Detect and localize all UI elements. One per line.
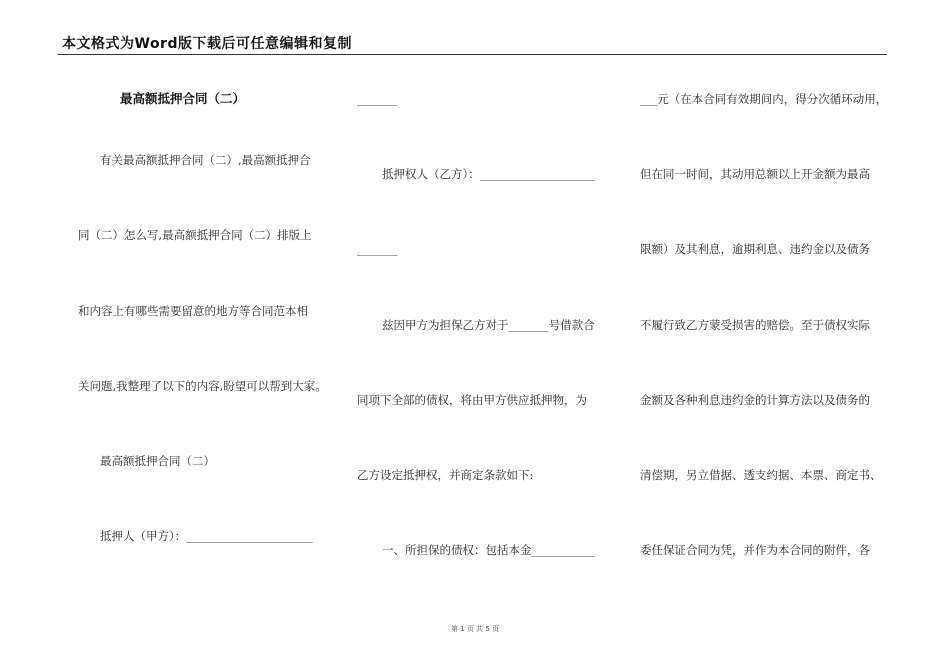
text-line: 限额）及其利息，逾期利息、违约金以及债务 xyxy=(640,242,870,256)
text-line: 一、所担保的债权：包括本金___________ xyxy=(382,543,595,557)
section-heading: 最高额抵押合同（二） xyxy=(100,454,215,468)
document-title: 最高额抵押合同（二） xyxy=(120,91,246,106)
page-number: 第 1 页 共 5 页 xyxy=(450,625,500,633)
text-line: 有关最高额抵押合同（二）,最高额抵押合 xyxy=(100,153,311,167)
text-line: 关问题,我整理了以下的内容,盼望可以帮到大家。 xyxy=(78,379,327,393)
text-line: 兹因甲方为担保乙方对于_______号借款合 xyxy=(382,318,595,332)
text-line: 但在同一时间，其动用总额以上开金额为最高 xyxy=(640,167,870,181)
text-line: 和内容上有哪些需要留意的地方等合同范本相 xyxy=(78,304,308,318)
text-line: 同项下全部的债权，将由甲方供应抵押物，为 xyxy=(357,393,587,407)
text-line: 抵押权人（乙方）：____________________ xyxy=(382,167,595,181)
text-line: 乙方设定抵押权，并商定条款如下: xyxy=(357,468,534,482)
text-line: 同（二）怎么写,最高额抵押合同（二）排版上 xyxy=(78,228,312,242)
text-line: 金额及各种利息违约金的计算方法以及债务的 xyxy=(640,393,870,407)
header-divider xyxy=(58,54,887,55)
text-line: _______ xyxy=(357,242,398,256)
text-line: _______ xyxy=(357,92,398,106)
text-line: 抵押人（甲方）：______________________ xyxy=(100,529,313,543)
text-line: 不履行致乙方蒙受损害的赔偿。至于债权实际 xyxy=(640,318,870,332)
text-line: 委任保证合同为凭，并作为本合同的附件，各 xyxy=(640,543,870,557)
text-line: ___元（在本合同有效期间内，得分次循环动用， xyxy=(640,92,888,106)
text-line: 清偿期，另立借据、透支约据、本票、商定书、 xyxy=(640,468,882,482)
document-header: 本文格式为Word版下载后可任意编辑和复制 xyxy=(62,36,352,52)
